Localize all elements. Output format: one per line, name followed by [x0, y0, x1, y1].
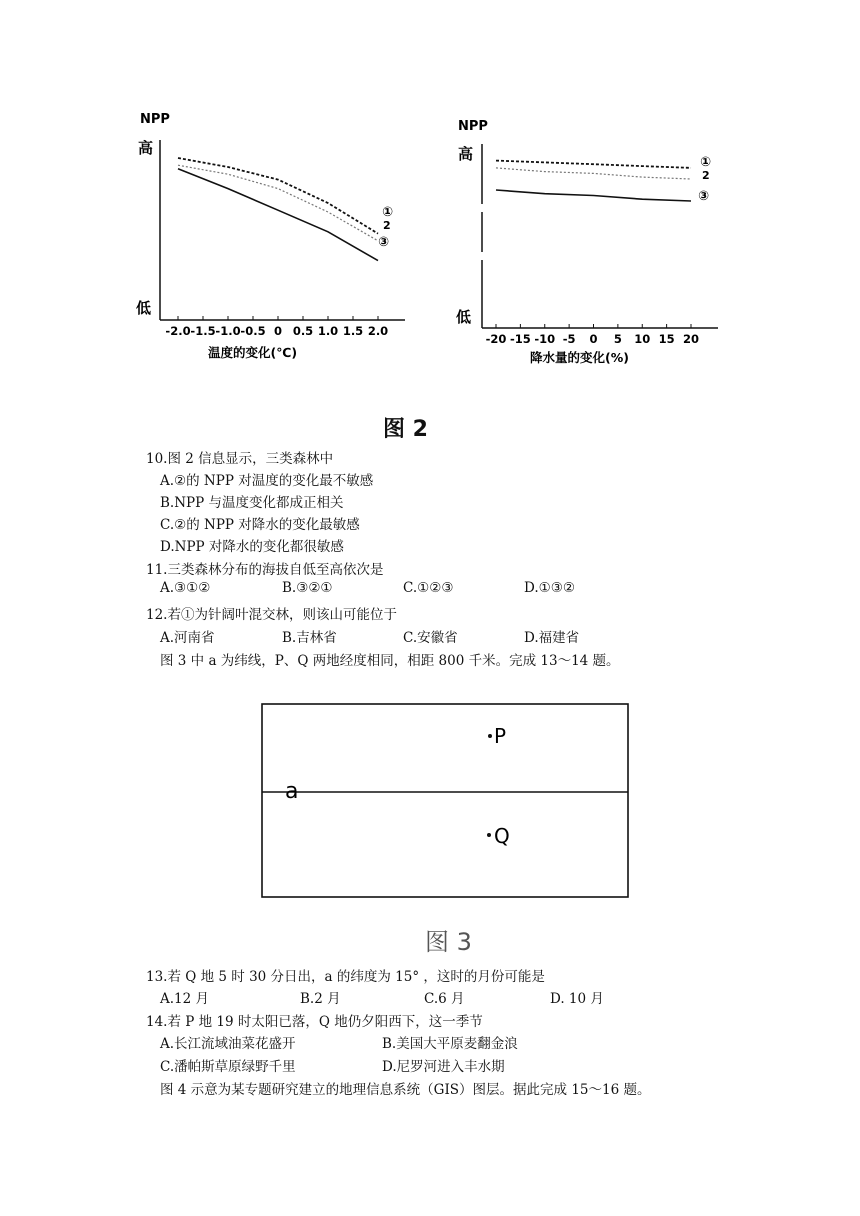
right-y-low: 低 — [456, 308, 472, 326]
q12-option-d: D.福建省 — [524, 630, 580, 646]
q12-stem: 12.若①为针阔叶混交林，则该山可能位于 — [146, 607, 397, 623]
q12-option-a: A.河南省 — [160, 630, 215, 646]
point-p-dot — [488, 734, 492, 738]
tick-label: -5 — [562, 332, 576, 346]
tick-label: -2.0 — [165, 324, 191, 338]
tick-label: 0 — [273, 324, 283, 338]
q11-option-d: D.①③② — [524, 580, 575, 596]
tick-label: 5 — [613, 332, 622, 346]
tick-label: 1.0 — [317, 324, 339, 338]
series-line-2 — [178, 165, 378, 241]
tick-label: 15 — [658, 332, 675, 346]
left-xlabel: 温度的变化(℃) — [208, 345, 298, 360]
q13-option-c: C.6 月 — [424, 991, 465, 1007]
right-series-label-2: 2 — [702, 169, 710, 182]
q13-stem: 13.若 Q 地 5 时 30 分日出，a 的纬度为 15° ，这时的月份可能是 — [146, 969, 545, 985]
tick-label: 20 — [682, 332, 700, 346]
figure3-frame — [262, 704, 628, 897]
figure3-intro: 图 3 中 a 为纬线，P、Q 两地经度相同，相距 800 千米。完成 13～14 题。 — [160, 653, 620, 669]
point-q-label: Q — [494, 824, 510, 848]
q11-option-c: C.①②③ — [403, 580, 454, 596]
right-xlabel: 降水量的变化(%) — [530, 350, 629, 365]
q14-option-c: C.潘帕斯草原绿野千里 — [160, 1059, 296, 1075]
q10-option-c: C.②的 NPP 对降水的变化最敏感 — [160, 517, 360, 533]
q10-option-d: D.NPP 对降水的变化都很敏感 — [160, 539, 344, 555]
npp-precipitation-chart — [448, 112, 738, 372]
right-series-label-1: ① — [700, 155, 712, 170]
npp-temperature-chart — [130, 105, 420, 375]
series-line-1 — [496, 161, 691, 168]
left-series-label-3: ③ — [378, 235, 390, 250]
point-p-label: P — [494, 724, 507, 748]
q14-stem: 14.若 P 地 19 时太阳已落，Q 地仍夕阳西下，这一季节 — [146, 1014, 483, 1030]
left-series-label-2: 2 — [383, 219, 391, 232]
q14-option-b: B.美国大平原麦翻金浪 — [382, 1036, 518, 1052]
left-y-high: 高 — [138, 139, 154, 157]
q14-option-a: A.长江流域油菜花盛开 — [160, 1036, 296, 1052]
tick-label: -1.5 — [190, 324, 216, 338]
q12-option-b: B.吉林省 — [282, 630, 337, 646]
q13-option-a: A.12 月 — [160, 991, 210, 1007]
tick-label: 2.0 — [367, 324, 389, 338]
q11-option-a: A.③①② — [160, 580, 211, 596]
right-ylabel: NPP — [458, 119, 488, 134]
figure2-caption: 图 2 — [383, 417, 428, 442]
q10-option-a: A.②的 NPP 对温度的变化最不敏感 — [160, 473, 374, 489]
left-series-label-1: ① — [382, 205, 394, 220]
series-line-2 — [496, 168, 691, 179]
left-ylabel: NPP — [140, 112, 170, 127]
q13-option-b: B.2 月 — [300, 991, 341, 1007]
right-y-high: 高 — [458, 145, 474, 163]
tick-label: 1.5 — [342, 324, 364, 338]
q10-stem: 10.图 2 信息显示，三类森林中 — [146, 451, 334, 467]
figure3-map — [255, 698, 635, 903]
q14-option-d: D.尼罗河进入丰水期 — [382, 1059, 505, 1075]
q10-option-b: B.NPP 与温度变化都成正相关 — [160, 495, 344, 511]
tick-label: 0 — [589, 332, 598, 346]
tick-label: -20 — [485, 332, 507, 346]
q11-stem: 11.三类森林分布的海拔自低至高依次是 — [146, 562, 384, 578]
left-y-low: 低 — [136, 299, 152, 317]
point-q-dot — [487, 833, 491, 837]
tick-label: -15 — [509, 332, 531, 346]
tick-label: -10 — [534, 332, 556, 346]
tick-label: -1.0 — [215, 324, 241, 338]
right-series-label-3: ③ — [698, 189, 710, 204]
tick-label: 10 — [634, 332, 651, 346]
tick-label: 0.5 — [292, 324, 314, 338]
q11-option-b: B.③②① — [282, 580, 333, 596]
tick-label: -0.5 — [240, 324, 266, 338]
figure4-intro: 图 4 示意为某专题研究建立的地理信息系统（GIS）图层。据此完成 15～16 题。 — [160, 1082, 651, 1098]
q13-option-d: D. 10 月 — [550, 991, 604, 1007]
figure3-caption: 图 3 — [425, 928, 472, 956]
series-line-1 — [178, 158, 378, 234]
series-line-3 — [496, 190, 691, 201]
q12-option-c: C.安徽省 — [403, 630, 458, 646]
latitude-label-a: a — [285, 779, 299, 804]
